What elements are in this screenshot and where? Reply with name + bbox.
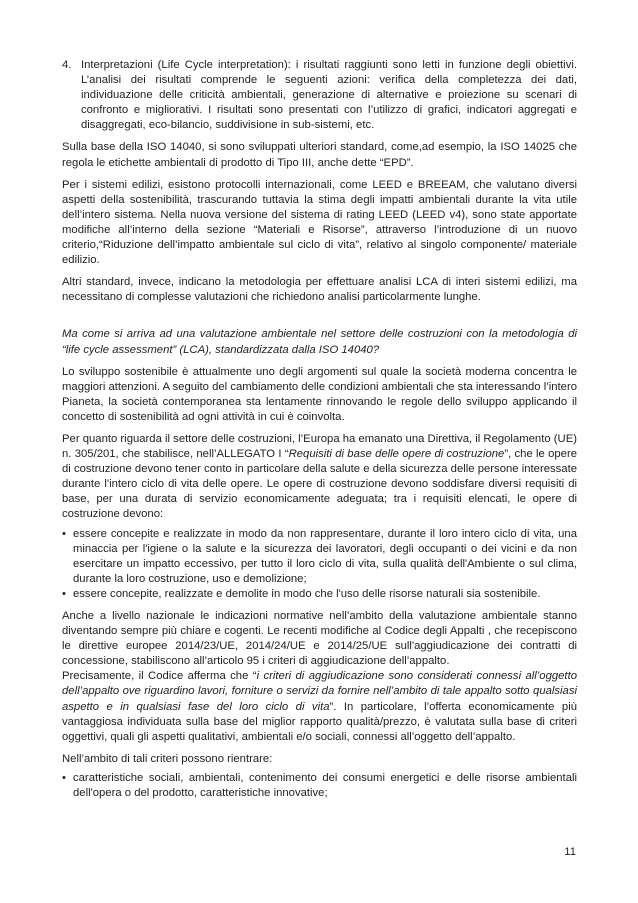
list-item [62, 587, 577, 602]
list-item-text: essere concepite, realizzate e demolite in modo che l'uso delle risorse naturali sia sostenibile. [73, 587, 541, 600]
italic-span: i criteri di aggiudicazione sono considerati connessi all’oggetto dell’appalto ove riguardino lavori, forniture o servizi da fornire nell’ambito di tale appalto sotto qualsiasi aspetto e in qualsiasi fase del loro ciclo di vita [62, 670, 577, 713]
bullet-icon: • [62, 587, 66, 600]
italic-span: Requisiti di base delle opere di costruzione [288, 448, 505, 461]
document-page [62, 58, 577, 801]
bullet-icon: • [62, 527, 66, 540]
list-item [62, 527, 577, 587]
list-item-text: essere concepite e realizzate in modo da non rappresentare, durante il loro intero ciclo di vita, una minaccia per l'igiene o la salute e la sicurezza dei lavoratori, degli occupanti o dei vicini e da non esercitare un impatto eccessivo, per tutto il loro ciclo di vita, sulla qualità dell'Ambiente o sul clima, durante la loro costruzione, uso e demolizione; [73, 527, 577, 585]
text-span: ”, che le opere di costruzione devono tener conto in particolare della salute e della sicurezza delle persone interessate durante l'intero ciclo di vita delle opere. Le opere di costruzione devono soddisfare diversi requisiti di base, per una durata di servizio economicamente adeguata; tra i requisiti elencati, le opere di costruzione devono: [62, 448, 578, 521]
list-item-text: caratteristiche sociali, ambientali, contenimento dei consumi energetici e delle risorse ambientali dell'opera o del prodotto, caratteristiche innovative; [73, 771, 577, 800]
question-heading: Ma come si arriva ad una valutazione ambientale nel settore delle costruzioni con la metodologia di “life cycle assessment” (LCA), standardizzata dalla ISO 14040? [62, 328, 577, 356]
bullet-list-criteria [62, 771, 577, 801]
list-item [62, 771, 577, 801]
bullet-icon: • [62, 771, 66, 784]
text-span: Per quanto riguarda il settore delle costruzioni, l’Europa ha emanato una Direttiva, il Regolamento (UE) n. 305/201, che stabilisce, nell’ALLEGATO I “ [62, 432, 577, 461]
paragraph-other-standards: Altri standard, invece, indicano la metodologia per effettuare analisi LCA di interi sistemi edilizi, ma necessitano di complesse valutazioni che richiedono analisi particolarmente lunghe. [62, 276, 577, 304]
paragraph-eu-regulation [62, 432, 577, 523]
item-number: 4. [62, 59, 72, 71]
paragraph-leed-breeam: Per i sistemi edilizi, esistono protocolli internazionali, come LEED e BREEAM, che valutano diversi aspetti della sostenibilità, trascurando tuttavia la stima degli impatti ambientali durante la vita utile dell’intero sistema. Nella nuova versione del sistema di rating LEED (LEED v4), sono state apportate modifiche all’interno della sezione “Materiali e Risorse”, attraverso l’introduzione di un nuovo criterio,“Riduzione dell’impatto ambientale sul ciclo di vita”, relativo al singolo componente/ materiale edilizio. [62, 178, 577, 267]
paragraph-sustainable-development: Lo sviluppo sostenibile è attualmente uno degli argomenti sul quale la società moderna concentra le maggiori attenzioni. A seguito del cambiamento delle condizioni ambientali che sta interessando l’intero Pianeta, la società contemporanea sta lentamente rinnovando le regole dello sviluppo applicando il concetto di sostenibilità ad ogni attività in cui è coinvolta. [62, 365, 577, 423]
paragraph-code-citation [62, 669, 577, 744]
item-text: Interpretazioni (Life Cycle interpretation): i risultati raggiunti sono letti in funzione degli obiettivi. L’analisi dei risultati comprende le seguenti azioni: verifica della completezza dei dati, individuazione delle criticità ambientali, generazione di alternative e proiezione su scenari di confronto e migliorativi. I risultati sono presentati con l’utilizzo di grafici, indicatori aggregati e disaggregati, eco-bilancio, suddivisione in sub-sistemi, etc. [81, 59, 577, 132]
bullet-list-requirements [62, 527, 577, 602]
text-span: ”. In particolare, l’offerta economicamente più vantaggiosa individuata sulla base del miglior rapporto qualità/prezzo, è valutata sulla base di criteri oggettivi, quali gli aspetti qualitativi, ambientali e/o sociali, connessi all’oggetto dell’appalto. [62, 700, 577, 743]
paragraph-criteria-intro: Nell’ambito di tali criteri possono rientrare: [62, 752, 273, 765]
paragraph-iso-14040: Sulla base della ISO 14040, si sono sviluppati ulteriori standard, come,ad esempio, la ISO 14025 che regola le etichette ambientali di prodotto di Tipo III, anche dette “EPD”. [62, 141, 577, 169]
page-number: 11 [564, 846, 576, 858]
paragraph-national-rules: Anche a livello nazionale le indicazioni normative nell’ambito della valutazione ambientale stanno diventando sempre più chiare e cogenti. Le recenti modifiche al Codice degli Appalti , che recepiscono le direttive europee 2014/23/UE, 2014/24/UE e 2014/25/UE sull'aggiudicazione dei contratti di concessione, stabiliscono all’articolo 95 i criteri di aggiudicazione dell’appalto. [62, 610, 577, 668]
numbered-item-4 [62, 58, 577, 133]
text-span: Precisamente, il Codice afferma che “ [62, 670, 257, 683]
